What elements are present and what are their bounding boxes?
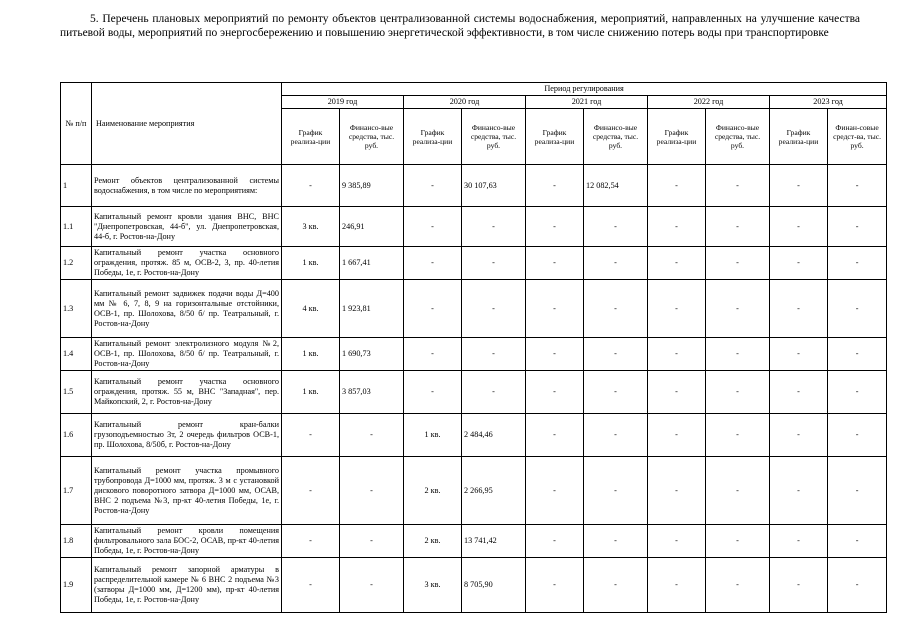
schedule-cell: - [404, 371, 462, 414]
schedule-cell: 1 кв. [282, 371, 340, 414]
schedule-cell: - [404, 280, 462, 338]
finance-cell: - [706, 371, 770, 414]
schedule-cell: - [282, 558, 340, 613]
finance-cell: 30 107,63 [462, 165, 526, 207]
schedule-cell: 3 кв. [282, 207, 340, 247]
schedule-cell: 1 кв. [282, 338, 340, 371]
measure-name: Капитальный ремонт участка основного ограждения, протяж. 85 м, ОСВ-2, 3, пр. 40-летия Победы, 1е, г. Ростов-на-Дону [92, 247, 282, 280]
schedule-cell: - [282, 525, 340, 558]
finance-cell: - [462, 280, 526, 338]
schedule-cell: - [770, 165, 828, 207]
schedule-cell: - [526, 371, 584, 414]
schedule-cell: - [648, 247, 706, 280]
header-schedule: График реализа-ции [282, 109, 340, 165]
finance-cell: 9 385,89 [340, 165, 404, 207]
measure-name: Капитальный ремонт участка промывного трубопровода Д=1000 мм, протяж. 3 м с установкой дискового поворотного затвора Д=1000 мм, ОСАВ, ВНС 2 подъема №3, пр-кт 40-летия Победы, 1е, г. Ростов-на-Дону [92, 457, 282, 525]
header-year-2023: 2023 год [770, 96, 887, 109]
plan-table [60, 82, 887, 613]
schedule-cell: - [282, 414, 340, 457]
schedule-cell: - [648, 338, 706, 371]
row-number: 1.8 [61, 525, 92, 558]
finance-cell: - [828, 558, 887, 613]
schedule-cell: - [526, 414, 584, 457]
schedule-cell: - [648, 525, 706, 558]
row-number: 1.7 [61, 457, 92, 525]
finance-cell: - [706, 247, 770, 280]
schedule-cell: 3 кв. [404, 558, 462, 613]
schedule-cell: - [282, 457, 340, 525]
finance-cell: - [828, 165, 887, 207]
schedule-cell: - [404, 165, 462, 207]
schedule-cell: 2 кв. [404, 525, 462, 558]
finance-cell: - [584, 371, 648, 414]
schedule-cell: - [648, 280, 706, 338]
schedule-cell: 2 кв. [404, 457, 462, 525]
finance-cell: - [584, 414, 648, 457]
measure-name: Капитальный ремонт задвижек подачи воды Д=400 мм № 6, 7, 8, 9 на горизонтальные отстойники, ОСВ-1, пр. Шолохова, 8/50 б/ пр. Театральный, г. Ростов-на-Дону [92, 280, 282, 338]
finance-cell: 2 484,46 [462, 414, 526, 457]
schedule-cell: - [770, 525, 828, 558]
schedule-cell: - [526, 247, 584, 280]
header-finance: Финансо-вые средства, тыс. руб. [340, 109, 404, 165]
header-finance: Финан-совые средст-ва, тыс. руб. [828, 109, 887, 165]
row-number: 1.1 [61, 207, 92, 247]
finance-cell: - [584, 247, 648, 280]
finance-cell: - [584, 525, 648, 558]
schedule-cell: - [648, 457, 706, 525]
header-year-2021: 2021 год [526, 96, 648, 109]
schedule-cell: - [404, 207, 462, 247]
table-row [61, 338, 887, 371]
measure-name: Капитальный ремонт кран-балки грузоподъемностью 3т, 2 очередь фильтров ОСВ-1, пр. Шолохова, 8/50б, г. Ростов-на-Дону [92, 414, 282, 457]
table-row [61, 247, 887, 280]
measure-name: Капитальный ремонт запорной арматуры в распределительной камере № 6 ВНС 2 подъема №3 (затворы Д=1000 мм, Д=1200 мм), пр-кт 40-летия Победы, 1е, г. Ростов-на-Дону [92, 558, 282, 613]
finance-cell: 1 923,81 [340, 280, 404, 338]
finance-cell: 13 741,42 [462, 525, 526, 558]
finance-cell: - [706, 457, 770, 525]
finance-cell: 1 667,41 [340, 247, 404, 280]
measure-name: Капитальный ремонт кровли здания ВНС, ВНС "Днепропетровская, 44-б", ул. Днепропетровская, 44-б, г. Ростов-на-Дону [92, 207, 282, 247]
header-finance: Финансо-вые средства, тыс. руб. [584, 109, 648, 165]
finance-cell: - [706, 525, 770, 558]
row-number: 1.6 [61, 414, 92, 457]
table-row [61, 165, 887, 207]
table-row [61, 207, 887, 247]
finance-cell: - [706, 165, 770, 207]
row-number: 1 [61, 165, 92, 207]
schedule-cell: - [770, 414, 828, 457]
header-schedule: График реализа-ции [648, 109, 706, 165]
finance-cell: 246,91 [340, 207, 404, 247]
header-period: Период регулирования [282, 83, 887, 96]
schedule-cell: - [526, 280, 584, 338]
finance-cell: - [462, 371, 526, 414]
finance-cell: 12 082,54 [584, 165, 648, 207]
schedule-cell: - [648, 371, 706, 414]
header-num: № п/п [61, 83, 92, 165]
schedule-cell: - [770, 371, 828, 414]
schedule-cell: - [526, 207, 584, 247]
finance-cell: - [584, 280, 648, 338]
row-number: 1.3 [61, 280, 92, 338]
schedule-cell: - [770, 457, 828, 525]
finance-cell: - [340, 558, 404, 613]
schedule-cell: - [770, 207, 828, 247]
measure-name: Капитальный ремонт участка основного ограждения, протяж. 55 м, ВНС "Западная", пер. Майкопский, 2, г. Ростов-на-Дону [92, 371, 282, 414]
measure-name: Капитальный ремонт кровли помещения фильтровального зала БОС-2, ОСАВ, пр-кт 40-летия Победы, 1е, г. Ростов-на-Дону [92, 525, 282, 558]
table-row [61, 525, 887, 558]
row-number: 1.4 [61, 338, 92, 371]
table-row [61, 558, 887, 613]
finance-cell: - [706, 338, 770, 371]
finance-cell: - [462, 338, 526, 371]
schedule-cell: - [282, 165, 340, 207]
finance-cell: - [340, 525, 404, 558]
schedule-cell: - [770, 247, 828, 280]
finance-cell: - [340, 457, 404, 525]
schedule-cell: - [404, 247, 462, 280]
row-number: 1.5 [61, 371, 92, 414]
schedule-cell: - [526, 525, 584, 558]
table-row [61, 280, 887, 338]
schedule-cell: - [770, 338, 828, 371]
header-year-2022: 2022 год [648, 96, 770, 109]
finance-cell: - [584, 457, 648, 525]
header-year-2019: 2019 год [282, 96, 404, 109]
schedule-cell: 4 кв. [282, 280, 340, 338]
schedule-cell: - [648, 165, 706, 207]
finance-cell: - [828, 207, 887, 247]
finance-cell: - [706, 280, 770, 338]
finance-cell: - [584, 558, 648, 613]
table-row [61, 457, 887, 525]
finance-cell: - [828, 247, 887, 280]
schedule-cell: - [526, 165, 584, 207]
finance-cell: - [706, 558, 770, 613]
finance-cell: - [828, 371, 887, 414]
header-year-2020: 2020 год [404, 96, 526, 109]
schedule-cell: - [526, 457, 584, 525]
finance-cell: - [706, 414, 770, 457]
measure-name: Капитальный ремонт электролизного модуля №2, ОСВ-1, пр. Шолохова, 8/50 б/ пр. Театральный, г. Ростов-на-Дону [92, 338, 282, 371]
finance-cell: - [340, 414, 404, 457]
finance-cell: 2 266,95 [462, 457, 526, 525]
finance-cell: - [828, 280, 887, 338]
finance-cell: 8 705,90 [462, 558, 526, 613]
finance-cell: - [706, 207, 770, 247]
header-name: Наименование мероприятия [92, 83, 282, 165]
finance-cell: - [828, 414, 887, 457]
header-finance: Финансо-вые средства, тыс. руб. [706, 109, 770, 165]
finance-cell: - [828, 525, 887, 558]
header-schedule: График реализа-ции [526, 109, 584, 165]
schedule-cell: - [526, 338, 584, 371]
row-number: 1.2 [61, 247, 92, 280]
finance-cell: - [584, 207, 648, 247]
finance-cell: 1 690,73 [340, 338, 404, 371]
row-number: 1.9 [61, 558, 92, 613]
schedule-cell: 1 кв. [282, 247, 340, 280]
table-row [61, 414, 887, 457]
schedule-cell: - [648, 558, 706, 613]
finance-cell: - [584, 338, 648, 371]
finance-cell: - [828, 457, 887, 525]
schedule-cell: - [526, 558, 584, 613]
schedule-cell: - [648, 414, 706, 457]
finance-cell: - [462, 247, 526, 280]
schedule-cell: 1 кв. [404, 414, 462, 457]
schedule-cell: - [770, 558, 828, 613]
header-schedule: График реализа-ции [404, 109, 462, 165]
schedule-cell: - [404, 338, 462, 371]
section-title: 5. Перечень плановых мероприятий по ремонту объектов централизованной системы водоснабжения, мероприятий, направленных на улучшение качества питьевой воды, мероприятий по энергосбережению и повышению энергетической эффективности, в том числе снижению потерь воды при транспортировке [60, 13, 860, 39]
finance-cell: - [462, 207, 526, 247]
schedule-cell: - [770, 280, 828, 338]
finance-cell: - [828, 338, 887, 371]
header-schedule: График реализа-ции [770, 109, 828, 165]
finance-cell: 3 857,03 [340, 371, 404, 414]
measure-name: Ремонт объектов централизованной системы водоснабжения, в том числе по мероприятиям: [92, 165, 282, 207]
schedule-cell: - [648, 207, 706, 247]
table-row [61, 371, 887, 414]
header-finance: Финансо-вые средства, тыс. руб. [462, 109, 526, 165]
